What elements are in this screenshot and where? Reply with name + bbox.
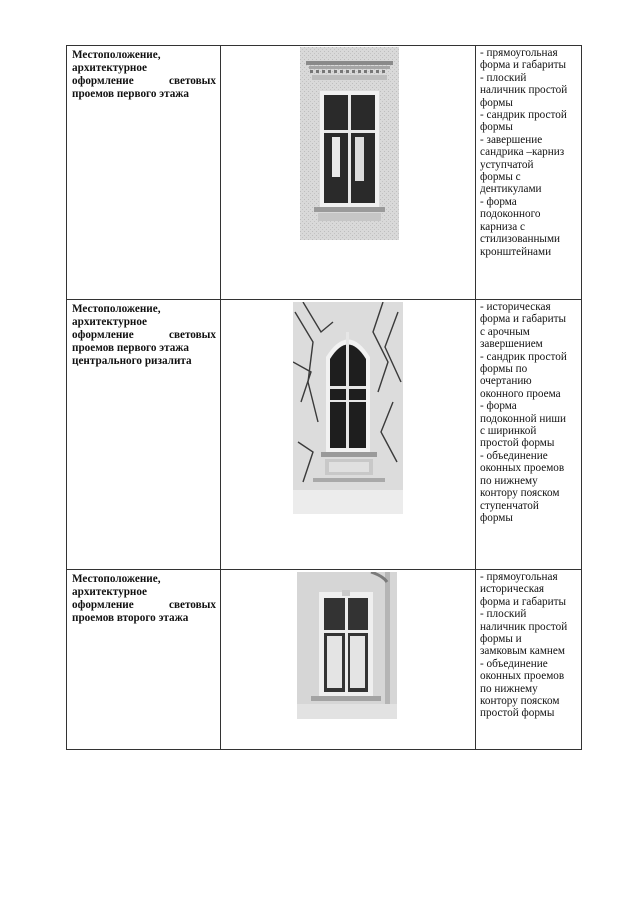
- description-line: замковым камнем: [480, 645, 565, 658]
- description-line: оконных проемов: [480, 462, 565, 475]
- label-line: оформление световых: [72, 329, 216, 341]
- description-line: по нижнему: [480, 474, 538, 487]
- description-line: - форма: [480, 195, 517, 208]
- description-line: - прямоугольная: [480, 47, 558, 59]
- description-line: - плоский: [480, 71, 527, 84]
- window-photo-rectangular: [300, 47, 399, 240]
- label-line: Местоположение,: [72, 573, 161, 585]
- table-row: [67, 300, 582, 570]
- description-line: оконного проема: [480, 387, 561, 400]
- description-line: формы: [480, 121, 513, 134]
- description-line: - прямоугольная: [480, 571, 558, 583]
- description-line: подоконной ниши: [480, 412, 566, 425]
- label-line: архитектурное: [72, 62, 147, 74]
- label-cell: [67, 46, 221, 300]
- label-cell: [67, 570, 221, 750]
- description-line: - завершение: [480, 133, 543, 146]
- description-line: формы: [480, 511, 513, 524]
- description-line: простой формы: [480, 437, 555, 450]
- description-line: форма и габариты: [480, 595, 567, 608]
- description-cell: [476, 46, 582, 300]
- description-line: оконных проемов: [480, 670, 565, 683]
- label-line: Местоположение,: [72, 303, 161, 315]
- description-line: - историческая: [480, 301, 551, 313]
- description-line: формы с: [480, 171, 521, 184]
- label-line: оформление световых: [72, 75, 216, 87]
- description-cell: [476, 570, 582, 750]
- photo-cell: [221, 46, 476, 300]
- description-line: форма и габариты: [480, 59, 567, 72]
- description-line: ступенчатой: [480, 499, 539, 512]
- label-line: проемов первого этажа: [72, 342, 190, 354]
- description-line: - сандрик простой: [480, 109, 567, 122]
- description-line: дентикулами: [480, 183, 542, 196]
- description-line: по нижнему: [480, 682, 538, 695]
- description-line: с арочным: [480, 325, 530, 338]
- description-line: завершением: [480, 338, 543, 351]
- description-line: простой формы: [480, 707, 555, 720]
- description-line: - объединение: [480, 657, 548, 670]
- label-line: Местоположение,: [72, 49, 161, 61]
- description-line: - форма: [480, 400, 517, 413]
- description-line: карниза с: [480, 220, 525, 233]
- label-line: архитектурное: [72, 316, 147, 328]
- table-row: [67, 46, 582, 300]
- label-line: оформление световых: [72, 599, 216, 611]
- window-description-table: [66, 45, 582, 750]
- label-cell: [67, 300, 221, 570]
- table-row: [67, 570, 582, 750]
- description-line: стилизованными: [480, 233, 561, 246]
- photo-cell: [221, 570, 476, 750]
- description-line: сандрика –карниз: [480, 146, 565, 159]
- description-line: наличник простой: [480, 84, 568, 97]
- description-line: очертанию: [480, 375, 532, 388]
- label-line: проемов первого этажа: [72, 88, 190, 100]
- description-line: формы по: [480, 363, 528, 376]
- description-line: с ширинкой: [480, 425, 537, 438]
- description-line: - объединение: [480, 449, 548, 462]
- description-line: формы и: [480, 633, 522, 646]
- description-line: - плоский: [480, 608, 527, 621]
- window-photo-arched: [293, 302, 403, 514]
- description-line: контору пояском: [480, 695, 560, 708]
- description-line: подоконного: [480, 208, 541, 221]
- description-line: историческая: [480, 583, 545, 596]
- window-photo-second-floor: [297, 572, 397, 719]
- description-line: контору пояском: [480, 487, 560, 500]
- label-line: центрального ризалита: [72, 355, 192, 367]
- description-line: - сандрик простой: [480, 350, 567, 363]
- label-line: проемов второго этажа: [72, 612, 189, 624]
- description-line: уступчатой: [480, 158, 534, 171]
- description-line: наличник простой: [480, 620, 568, 633]
- photo-cell: [221, 300, 476, 570]
- description-line: формы: [480, 96, 513, 109]
- description-cell: [476, 300, 582, 570]
- label-line: архитектурное: [72, 586, 147, 598]
- description-line: форма и габариты: [480, 313, 567, 326]
- description-line: кронштейнами: [480, 245, 552, 258]
